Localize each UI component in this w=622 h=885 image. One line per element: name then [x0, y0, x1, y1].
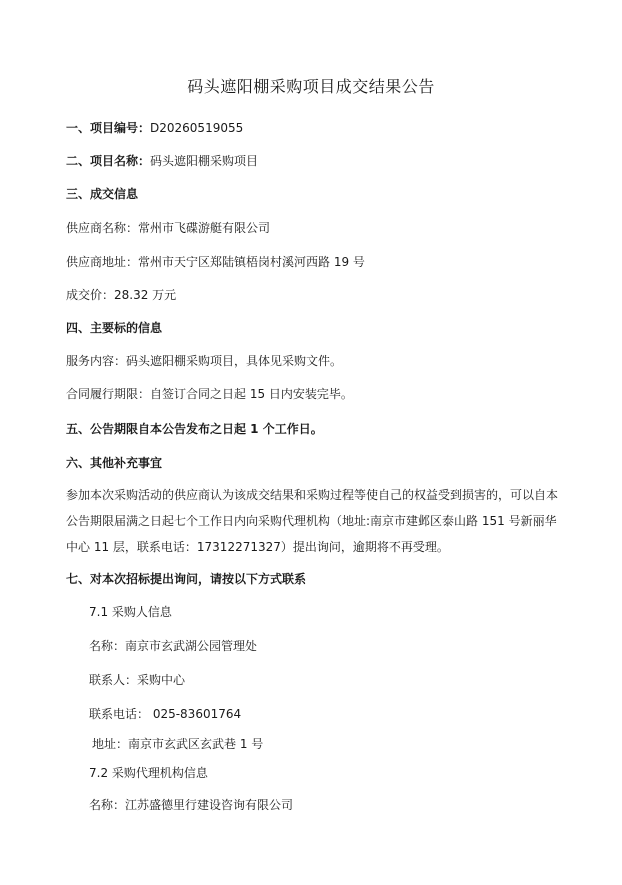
- deal-price: 成交价：28.32 万元: [66, 288, 177, 302]
- section-inquiry-heading: 七、对本次招标提出询问，请按以下方式联系: [66, 572, 307, 586]
- agency-name: 名称：江苏盛德里行建设咨询有限公司: [89, 798, 294, 812]
- section-other-matters-heading: 六、其他补充事宜: [66, 456, 163, 470]
- buyer-info-heading: 7.1 采购人信息: [89, 605, 172, 619]
- buyer-contact: 联系人：采购中心: [89, 673, 186, 687]
- supplier-name: 供应商名称：常州市飞碟游艇有限公司: [66, 221, 271, 235]
- page-title: 码头遮阳棚采购项目成交结果公告: [187, 77, 435, 96]
- other-matters-paragraph: 参加本次采购活动的供应商认为该成交结果和采购过程等使自己的权益受到损害的，可以自本公告期限届满之日起七个工作日内向采购代理机构（地址:南京市建邺区泰山路 151 号新丽华中心 11 层，联系电话：17312271327）提出询问，逾期将不再受理。: [66, 488, 559, 554]
- section-deal-info-heading: 三、成交信息: [66, 187, 139, 201]
- buyer-phone: 联系电话： 025-83601764: [89, 707, 242, 721]
- section-project-name: [66, 153, 258, 169]
- project-number-value: D20260519055: [150, 121, 244, 135]
- supplier-address: 供应商地址：常州市天宁区郑陆镇梧岗村溪河西路 19 号: [66, 255, 365, 269]
- section-notice-period: 五、公告期限自本公告发布之日起 1 个工作日。: [66, 422, 323, 436]
- service-content: 服务内容：码头遮阳棚采购项目，具体见采购文件。: [66, 354, 343, 368]
- project-name-value: 码头遮阳棚采购项目: [150, 154, 259, 168]
- agency-info-heading: 7.2 采购代理机构信息: [89, 766, 208, 780]
- section-heading: 一、项目编号：: [66, 121, 151, 135]
- section-main-subject-heading: 四、主要标的信息: [66, 321, 163, 335]
- section-project-number: [66, 120, 243, 136]
- buyer-address: 地址：南京市玄武区玄武巷 1 号: [92, 737, 264, 751]
- buyer-name: 名称：南京市玄武湖公园管理处: [89, 639, 258, 653]
- contract-term: 合同履行期限：自签订合同之日起 15 日内安装完毕。: [66, 387, 353, 401]
- section-heading: 二、项目名称：: [66, 154, 151, 168]
